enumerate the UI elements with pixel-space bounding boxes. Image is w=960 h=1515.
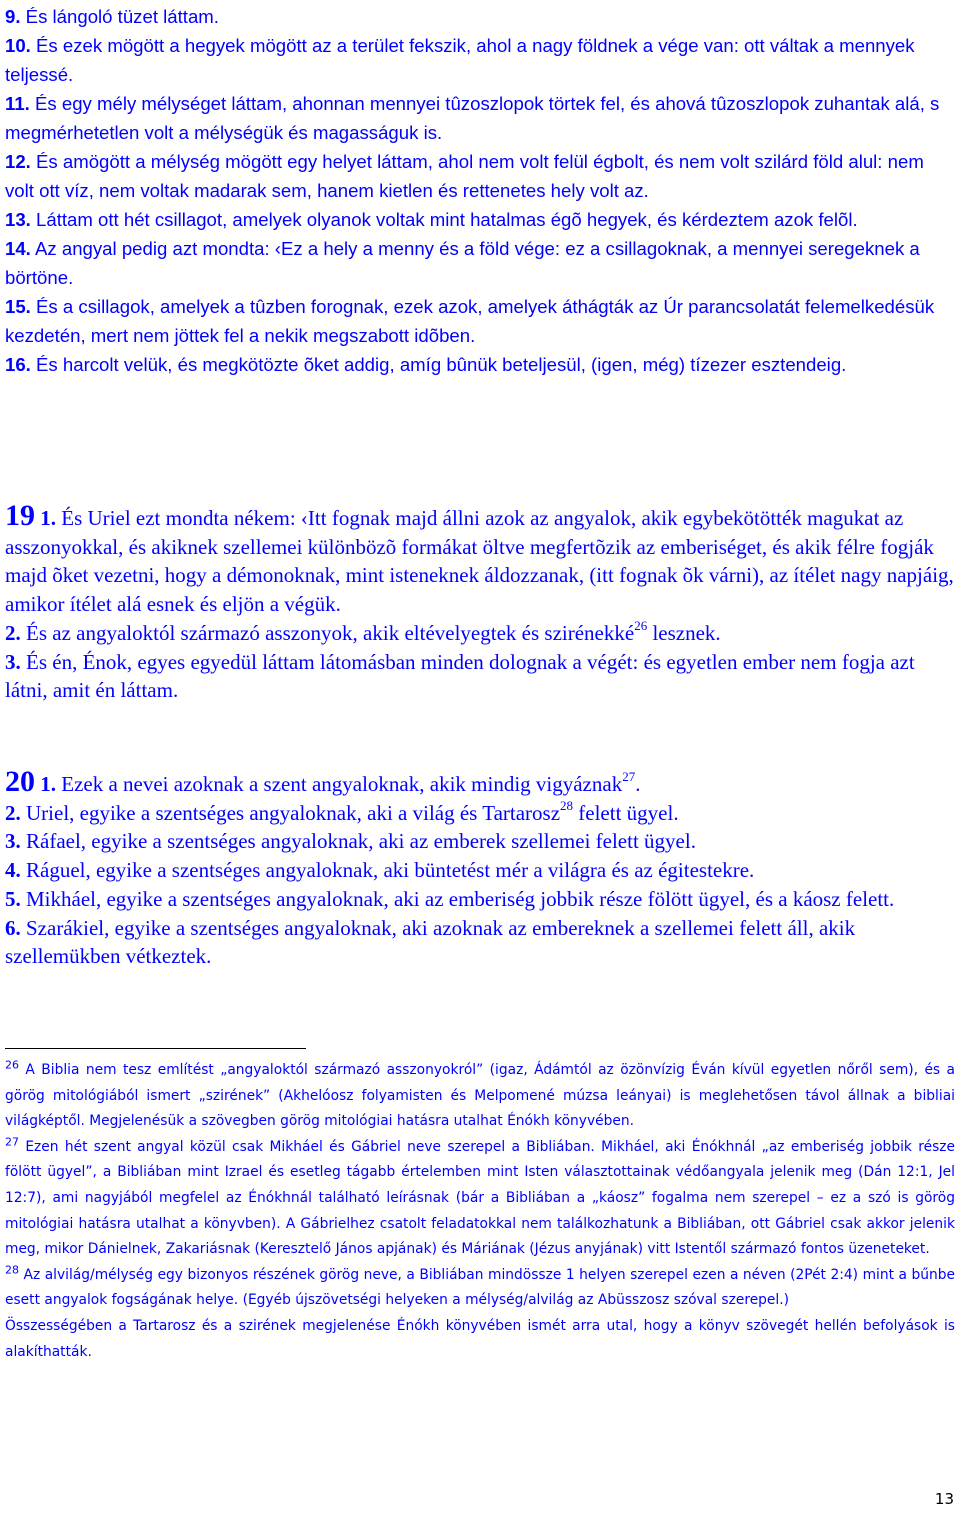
verse-text-tail: felett ügyel.	[573, 800, 679, 825]
verse	[5, 648, 955, 705]
footnote-number: 28	[5, 1263, 19, 1277]
footnotes	[5, 1058, 955, 1365]
verse-text: Mikháel, egyike a szentséges angyaloknak, aki az emberiség jobbik része fölött ügyel, és a káosz felett.	[20, 886, 895, 911]
footnote-text: Az alvilág/mélység egy bizonyos részének görög neve, a Bibliában mindössze 1 helyen szerepel ezen a néven (2Pét 2:4) mint a bűnbe esett angyalok fogságának helye. (Egyéb újszövetségi helyeken a mélység/alvilág az Abüsszosz szóval szerepel.)	[5, 1266, 955, 1309]
footnote	[5, 1058, 955, 1135]
verse-text: És egy mély mélységet láttam, ahonnan mennyei tûzoszlopok törtek fel, és ahová tûzoszlopok zuhantak alá, s megmérhetetlen volt a mélységük és magasságuk is.	[5, 93, 940, 143]
verse	[5, 350, 955, 379]
verse	[5, 89, 955, 147]
chapter-number: 20	[5, 765, 35, 798]
verse	[5, 885, 955, 914]
verse-text-tail: .	[635, 772, 641, 796]
footnote-separator	[5, 1048, 306, 1049]
verse-text: Ezek a nevei azoknak a szent angyaloknak, akik mindig vigyáznak	[56, 772, 623, 796]
footnote-reference: 26	[634, 617, 648, 633]
verse-text: Szarákiel, egyike a szentséges angyaloknak, aki azoknak az embereknek a szellemei felett áll, akik szellemükben vétkeztek.	[5, 915, 856, 969]
footnote-text: Összességében a Tartarosz és a szirének megjelenése Énókh könyvében ismét arra utal, hogy a könyv szövegét hellén befolyások is alakíthatták.	[5, 1317, 955, 1360]
footnote-text: A Biblia nem tesz említést „angyaloktól származó asszonyokról” (igaz, Ádámtól az özönvízig Éván kívül egyetlen nőről sem), és a görög mitológiából ismert „szirének” (Akhelóosz folyamisten és Melpomené múzsa leányai) is meglehetősen távol állnak a bibliai világképtől. Megjelenésük a szövegben görög mitológiai hatásra utalhat Énókh könyvében.	[5, 1062, 955, 1130]
verse	[5, 914, 955, 971]
verse-text: Láttam ott hét csillagot, amelyek olyanok voltak mint hatalmas égõ hegyek, és kérdeztem azok felõl.	[30, 209, 858, 230]
verse	[5, 799, 955, 828]
verse-text: És ezek mögött a hegyek mögött az a terület fekszik, ahol a nagy földnek a vége van: ott váltak a mennyek teljessé.	[5, 35, 915, 85]
verse-number: 2.	[5, 620, 21, 645]
verse-number: 15.	[5, 296, 31, 317]
verse-number: 4.	[5, 858, 21, 883]
verses-chapter-18-end	[5, 2, 955, 379]
footnote	[5, 1263, 955, 1314]
footnote-number: 26	[5, 1058, 19, 1072]
page-number: 13	[934, 1490, 954, 1508]
verse	[5, 292, 955, 350]
verse-text: És lángoló tüzet láttam.	[20, 6, 219, 27]
footnote-text: Ezen hét szent angyal közül csak Mikháel és Gábriel neve szerepel a Bibliában. Mikháel, aki Énókhnál „az emberiség jobbik része fölött ügyel”, a Bibliában mint Izrael és esetleg tágabb értelemben mint Isten választottainak védőangyala jelenik meg (Dán 12:1, Jel 12:7), ami nagyjából megfelel az Énókhnál található leírásnak (bár a Bibliában a „káosz” fogalma nem szerepel – ez a szó is görög mitológiai hatásra utalhat a könyvben). A Gábrielhez csatolt feladatokkal nem találkozhatunk a Bibliában, ott Gábriel csak akkor jelenik meg, mikor Dánielnek, Zakariásnak (Keresztelő János apjának) és Máriának (Jézus anyjának) vitt Istentől származó fontos üzeneteket.	[5, 1138, 955, 1258]
verse-text: És én, Énok, egyes egyedül láttam látomásban minden dolognak a végét: és egyetlen ember nem fogja azt látni, amit én láttam.	[5, 649, 915, 703]
verse-text: És Uriel ezt mondta nékem: ‹Itt fognak majd állni azok az angyalok, akik egybekötötték magukat az asszonyokkal, és akiknek szellemei különbözõ formákat öltve megfertõzik az emberiséget, és akik félre fogják majd õket vezetni, hogy a démonoknak, mint isteneknek áldozzanak, (itt fognak õk várni), az ítélet nagy napjáig, amikor ítélet alá esnek és eljön a végük.	[5, 506, 954, 617]
verse-number: 13.	[5, 209, 31, 230]
verse-number: 16.	[5, 354, 31, 375]
verse-number: 1.	[40, 772, 56, 796]
chapter-number: 19	[5, 499, 35, 532]
verse-number: 14.	[5, 238, 31, 259]
verse	[5, 765, 955, 799]
verse	[5, 31, 955, 89]
verse	[5, 147, 955, 205]
verse-text: Az angyal pedig azt mondta: ‹Ez a hely a menny és a föld vége: ez a csillagoknak, a mennyei seregeknek a börtöne.	[5, 238, 920, 288]
verse	[5, 827, 955, 856]
verse-number: 12.	[5, 151, 31, 172]
verse-text: És harcolt velük, és megkötözte õket addig, amíg bûnük beteljesül, (igen, még) tízezer esztendeig.	[30, 354, 847, 375]
footnote	[5, 1314, 955, 1365]
verse-text-tail: lesznek.	[647, 620, 721, 645]
verse	[5, 2, 955, 31]
verse-number: 9.	[5, 6, 21, 27]
verse-text: Ráguel, egyike a szentséges angyaloknak, aki büntetést mér a világra és az égitestekre.	[20, 858, 755, 883]
verse-number: 10.	[5, 35, 31, 56]
verse	[5, 205, 955, 234]
verse	[5, 856, 955, 885]
footnote-number: 27	[5, 1135, 19, 1149]
verse-text: És amögött a mélység mögött egy helyet láttam, ahol nem volt felül égbolt, és nem volt szilárd föld alul: nem volt ott víz, nem voltak madarak sem, hanem kietlen és rettenetes hely volt az.	[5, 151, 924, 201]
verse	[5, 499, 955, 619]
verse	[5, 619, 955, 648]
verses-chapter-19	[5, 499, 955, 705]
verses-chapter-20	[5, 765, 955, 971]
verse-text: És a csillagok, amelyek a tûzben forognak, ezek azok, amelyek áthágták az Úr parancsolatát felemelkedésük kezdetén, mert nem jöttek fel a nekik megszabott idõben.	[5, 296, 935, 346]
verse-number: 6.	[5, 915, 21, 940]
verse	[5, 234, 955, 292]
verse-number: 2.	[5, 800, 21, 825]
footnote	[5, 1135, 955, 1263]
footnote-reference: 28	[560, 797, 574, 813]
footnote-reference: 27	[622, 769, 636, 784]
verse-number: 3.	[5, 649, 21, 674]
verse-number: 3.	[5, 829, 21, 854]
verse-text: És az angyaloktól származó asszonyok, akik eltévelyegtek és szirénekké	[20, 620, 635, 645]
verse-number: 1.	[40, 506, 56, 530]
verse-text: Uriel, egyike a szentséges angyaloknak, aki a világ és Tartarosz	[20, 800, 561, 825]
verse-text: Ráfael, egyike a szentséges angyaloknak, aki az emberek szellemei felett ügyel.	[20, 829, 696, 854]
verse-number: 11.	[5, 93, 30, 114]
verse-number: 5.	[5, 886, 21, 911]
